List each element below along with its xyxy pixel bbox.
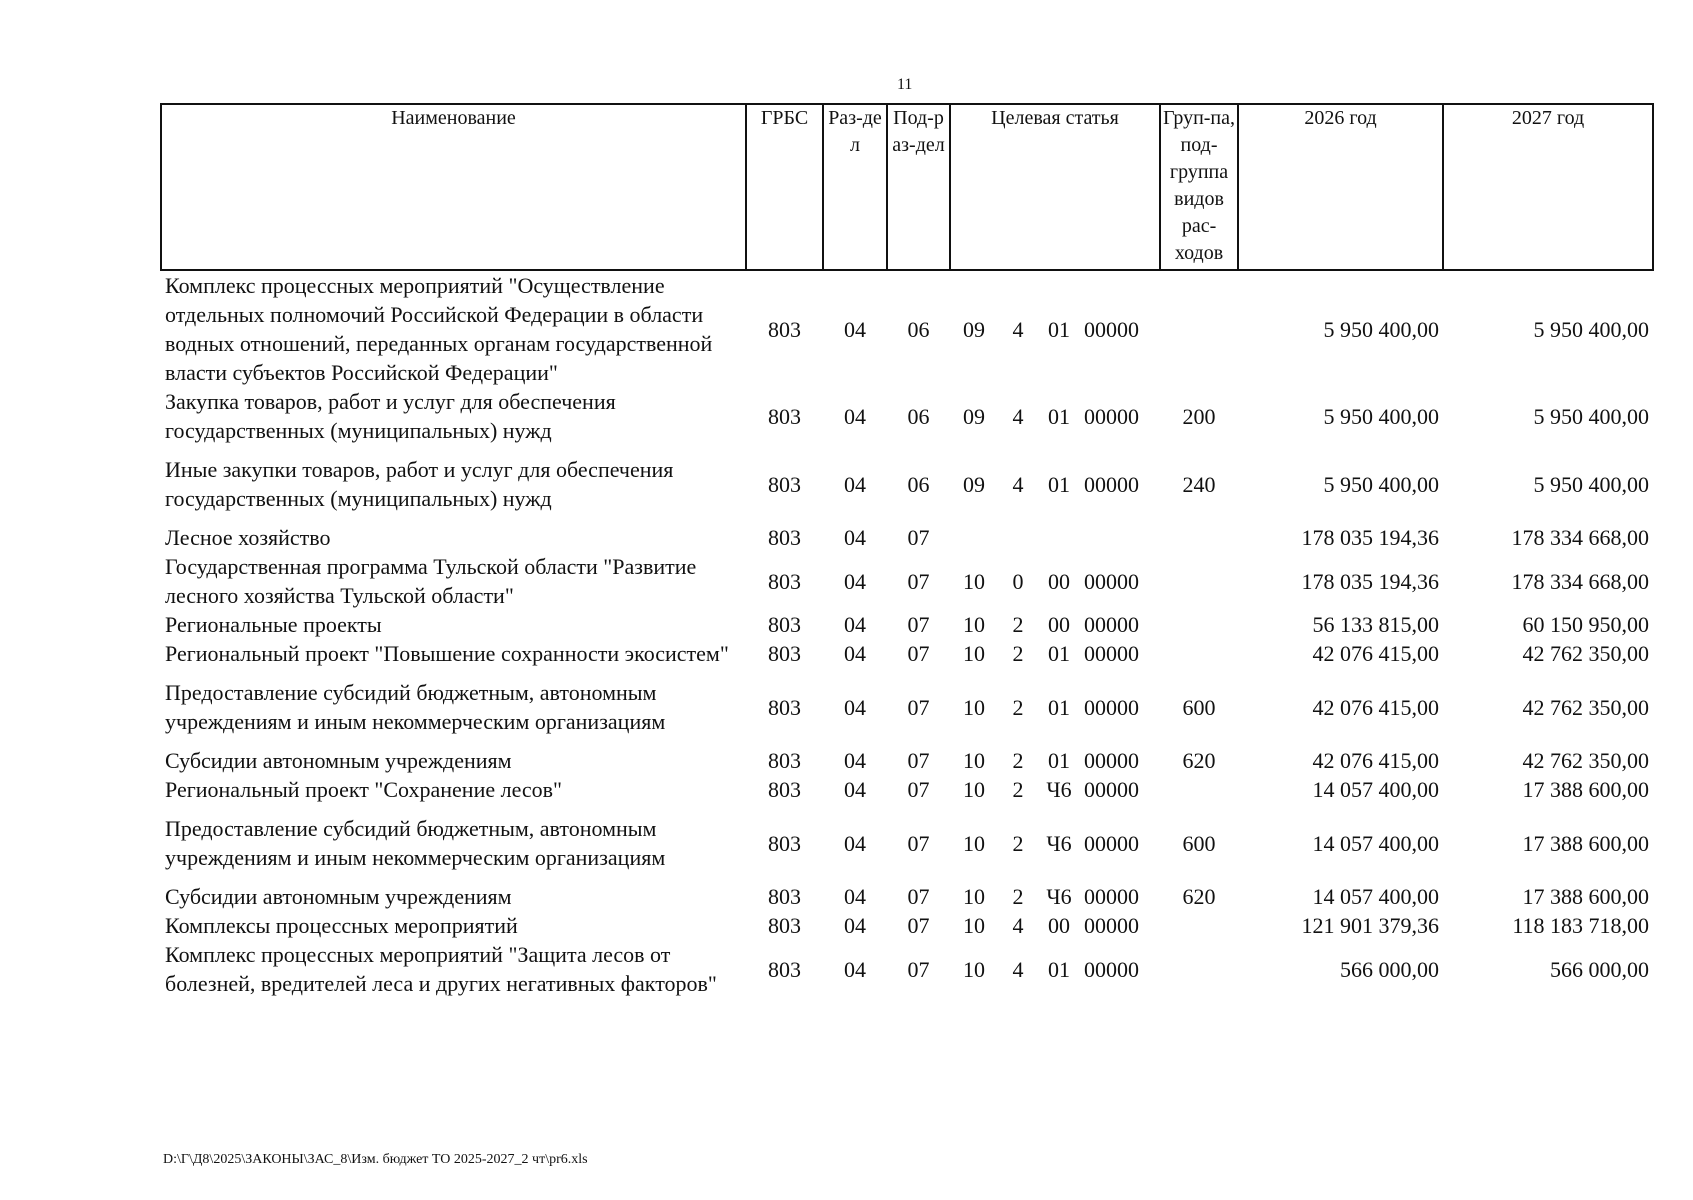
cell-target-direction: 00000 <box>1084 956 1139 982</box>
cell-target-type: 4 <box>1012 471 1024 497</box>
cell-expense-group: 200 <box>1182 403 1216 429</box>
cell-amount-2027: 17 388 600,00 <box>1522 777 1650 802</box>
cell-target-program: 10 <box>963 641 985 666</box>
cell-target-program: 10 <box>963 913 985 938</box>
cell-target-program: 10 <box>963 748 985 773</box>
cell-grbs: 803 <box>768 748 801 773</box>
cell-grbs: 803 <box>768 956 801 982</box>
table-row <box>161 455 1653 523</box>
cell-amount-2026: 42 076 415,00 <box>1312 641 1440 666</box>
cell-razdel: 04 <box>844 525 866 550</box>
cell-name: Иные закупки товаров, работ и услуг для обеспечения государственных (муниципальных) нужд <box>165 457 674 511</box>
cell-podrazdel: 07 <box>907 694 930 720</box>
cell-expense-group <box>1160 523 1238 552</box>
cell-target-structure: 01 <box>1048 641 1070 666</box>
cell-target-structure: 01 <box>1048 403 1070 429</box>
cell-razdel: 04 <box>844 884 866 909</box>
cell-grbs: 803 <box>768 568 801 594</box>
footer-file-path: D:\Г\Д8\2025\ЗАКОНЫ\ЗАС_8\Изм. бюджет ТО 2025-2027_2 чт\pr6.xls <box>163 1152 588 1167</box>
cell-expense-group <box>1160 911 1238 940</box>
header-2027: 2027 год <box>1443 104 1653 270</box>
cell-expense-group <box>1160 610 1238 639</box>
table-row <box>161 814 1653 882</box>
cell-expense-group <box>1160 270 1238 387</box>
cell-amount-2027: 5 950 400,00 <box>1533 471 1650 497</box>
cell-expense-group <box>1160 940 1238 998</box>
cell-expense-group: 620 <box>1182 748 1216 773</box>
cell-target-program: 10 <box>963 568 985 594</box>
cell-amount-2026: 178 035 194,36 <box>1301 525 1440 550</box>
cell-target-structure <box>1038 523 1080 552</box>
cell-razdel: 04 <box>844 748 866 773</box>
cell-grbs: 803 <box>768 403 801 429</box>
cell-target-type: 2 <box>1012 641 1024 666</box>
cell-target-structure: Ч6 <box>1046 884 1072 909</box>
table-row <box>161 552 1653 610</box>
cell-razdel: 04 <box>844 641 866 666</box>
cell-razdel: 04 <box>844 612 866 637</box>
cell-target-type <box>998 523 1038 552</box>
cell-expense-group <box>1160 639 1238 678</box>
cell-amount-2026: 42 076 415,00 <box>1312 748 1440 773</box>
cell-grbs: 803 <box>768 471 801 497</box>
cell-razdel: 04 <box>844 568 866 594</box>
cell-podrazdel: 07 <box>907 830 930 856</box>
cell-target-structure: 00 <box>1048 913 1070 938</box>
cell-expense-group: 620 <box>1182 884 1216 909</box>
header-name: Наименование <box>161 104 746 270</box>
page-number: 11 <box>897 76 913 93</box>
cell-amount-2026: 14 057 400,00 <box>1312 884 1440 909</box>
cell-name: Региональный проект "Повышение сохранности экосистем" <box>165 641 729 666</box>
cell-name: Региональные проекты <box>165 612 382 637</box>
cell-razdel: 04 <box>844 316 866 342</box>
cell-target-program: 10 <box>963 694 985 720</box>
table-row <box>161 387 1653 455</box>
cell-amount-2027: 5 950 400,00 <box>1533 403 1650 429</box>
cell-grbs: 803 <box>768 641 801 666</box>
cell-amount-2026: 56 133 815,00 <box>1312 612 1440 637</box>
cell-amount-2027: 42 762 350,00 <box>1522 641 1650 666</box>
cell-expense-group: 600 <box>1182 830 1216 856</box>
cell-grbs: 803 <box>768 612 801 637</box>
cell-target-direction <box>1080 523 1160 552</box>
cell-target-direction: 00000 <box>1084 777 1139 802</box>
header-2026: 2026 год <box>1238 104 1443 270</box>
cell-target-direction: 00000 <box>1084 316 1139 342</box>
cell-grbs: 803 <box>768 525 801 550</box>
cell-target-type: 2 <box>1012 612 1024 637</box>
cell-expense-group: 240 <box>1182 471 1216 497</box>
cell-target-structure: 01 <box>1048 316 1070 342</box>
cell-target-direction: 00000 <box>1084 913 1139 938</box>
cell-amount-2026: 14 057 400,00 <box>1312 777 1440 802</box>
cell-grbs: 803 <box>768 694 801 720</box>
cell-amount-2026: 14 057 400,00 <box>1312 830 1440 856</box>
cell-name: Комплекс процессных мероприятий "Защита лесов от болезней, вредителей леса и других негативных факторов" <box>165 942 717 996</box>
cell-target-program: 10 <box>963 956 985 982</box>
cell-target-structure: 01 <box>1048 694 1070 720</box>
cell-amount-2026: 121 901 379,36 <box>1301 913 1440 938</box>
cell-grbs: 803 <box>768 884 801 909</box>
cell-target-direction: 00000 <box>1084 568 1139 594</box>
cell-podrazdel: 07 <box>907 525 930 550</box>
header-group: Груп-па, под-группа видов рас-ходов <box>1160 104 1238 270</box>
cell-target-program: 10 <box>963 612 985 637</box>
cell-target-type: 4 <box>1012 403 1024 429</box>
cell-target-type: 0 <box>1012 568 1024 594</box>
cell-target-type: 2 <box>1012 777 1024 802</box>
budget-table <box>160 103 1654 998</box>
cell-razdel: 04 <box>844 777 866 802</box>
table-row <box>161 610 1653 639</box>
cell-amount-2027: 17 388 600,00 <box>1522 884 1650 909</box>
cell-podrazdel: 07 <box>907 777 930 802</box>
cell-target-structure: 00 <box>1048 568 1070 594</box>
cell-razdel: 04 <box>844 403 866 429</box>
cell-target-type: 4 <box>1012 956 1024 982</box>
cell-target-type: 2 <box>1012 830 1024 856</box>
cell-grbs: 803 <box>768 913 801 938</box>
cell-name: Субсидии автономным учреждениям <box>165 884 512 909</box>
cell-target-structure: Ч6 <box>1046 830 1072 856</box>
cell-podrazdel: 07 <box>907 612 930 637</box>
cell-amount-2026: 566 000,00 <box>1340 956 1440 982</box>
cell-target-direction: 00000 <box>1084 641 1139 666</box>
table-row <box>161 882 1653 911</box>
cell-target-direction: 00000 <box>1084 884 1139 909</box>
cell-target-program: 10 <box>963 884 985 909</box>
table-row <box>161 270 1653 387</box>
cell-target-program: 09 <box>963 316 985 342</box>
cell-target-structure: 01 <box>1048 956 1070 982</box>
cell-target-direction: 00000 <box>1084 694 1139 720</box>
cell-target-direction: 00000 <box>1084 612 1139 637</box>
header-razdel: Раз-дел <box>823 104 887 270</box>
cell-podrazdel: 07 <box>907 913 930 938</box>
cell-expense-group: 600 <box>1182 694 1216 720</box>
cell-amount-2027: 178 334 668,00 <box>1511 525 1650 550</box>
cell-name: Комплексы процессных мероприятий <box>165 913 518 938</box>
cell-expense-group <box>1160 775 1238 814</box>
cell-razdel: 04 <box>844 956 866 982</box>
cell-podrazdel: 06 <box>907 471 930 497</box>
cell-target-type: 4 <box>1012 316 1024 342</box>
cell-name: Субсидии автономным учреждениям <box>165 748 512 773</box>
cell-podrazdel: 07 <box>907 568 930 594</box>
cell-amount-2026: 5 950 400,00 <box>1323 471 1440 497</box>
cell-target-program: 09 <box>963 471 985 497</box>
cell-amount-2026: 5 950 400,00 <box>1323 403 1440 429</box>
table-row <box>161 911 1653 940</box>
cell-name: Закупка товаров, работ и услуг для обеспечения государственных (муниципальных) нужд <box>165 389 616 443</box>
cell-target-structure: Ч6 <box>1046 777 1072 802</box>
cell-amount-2026: 5 950 400,00 <box>1323 316 1440 342</box>
header-target: Целевая статья <box>950 104 1160 270</box>
cell-target-direction: 00000 <box>1084 471 1139 497</box>
cell-podrazdel: 07 <box>907 748 930 773</box>
header-podrazdel: Под-раз-дел <box>887 104 950 270</box>
cell-razdel: 04 <box>844 830 866 856</box>
cell-target-direction: 00000 <box>1084 403 1139 429</box>
cell-podrazdel: 07 <box>907 956 930 982</box>
table-row <box>161 639 1653 678</box>
cell-podrazdel: 07 <box>907 641 930 666</box>
cell-grbs: 803 <box>768 316 801 342</box>
cell-razdel: 04 <box>844 471 866 497</box>
cell-razdel: 04 <box>844 694 866 720</box>
cell-target-structure: 00 <box>1048 612 1070 637</box>
table-row <box>161 940 1653 998</box>
cell-name: Предоставление субсидий бюджетным, автономным учреждениям и иным некоммерческим организациям <box>165 680 666 734</box>
cell-amount-2027: 566 000,00 <box>1550 956 1650 982</box>
cell-name: Предоставление субсидий бюджетным, автономным учреждениям и иным некоммерческим организациям <box>165 816 666 870</box>
cell-target-type: 2 <box>1012 748 1024 773</box>
cell-amount-2027: 118 183 718,00 <box>1512 913 1650 938</box>
cell-name: Лесное хозяйство <box>165 525 331 550</box>
cell-expense-group <box>1160 552 1238 610</box>
table-row <box>161 678 1653 746</box>
table-header <box>161 104 1653 270</box>
cell-target-type: 4 <box>1012 913 1024 938</box>
table-row <box>161 523 1653 552</box>
cell-target-type: 2 <box>1012 694 1024 720</box>
cell-amount-2027: 5 950 400,00 <box>1533 316 1650 342</box>
cell-target-program: 10 <box>963 777 985 802</box>
cell-target-structure: 01 <box>1048 471 1070 497</box>
cell-target-program: 10 <box>963 830 985 856</box>
table-body <box>161 270 1653 998</box>
cell-amount-2026: 178 035 194,36 <box>1301 568 1440 594</box>
cell-amount-2027: 42 762 350,00 <box>1522 694 1650 720</box>
cell-target-direction: 00000 <box>1084 830 1139 856</box>
cell-amount-2027: 60 150 950,00 <box>1522 612 1650 637</box>
cell-grbs: 803 <box>768 777 801 802</box>
cell-podrazdel: 06 <box>907 316 930 342</box>
cell-target-direction: 00000 <box>1084 748 1139 773</box>
cell-amount-2027: 42 762 350,00 <box>1522 748 1650 773</box>
cell-target-type: 2 <box>1012 884 1024 909</box>
cell-name: Комплекс процессных мероприятий "Осуществление отдельных полномочий Российской Федерации в области водных отношений, переданных органам государственной власти субъектов Российской Федерации" <box>165 273 713 385</box>
cell-podrazdel: 07 <box>907 884 930 909</box>
table-row <box>161 746 1653 775</box>
cell-target-structure: 01 <box>1048 748 1070 773</box>
cell-amount-2027: 178 334 668,00 <box>1511 568 1650 594</box>
cell-podrazdel: 06 <box>907 403 930 429</box>
cell-razdel: 04 <box>844 913 866 938</box>
header-grbs: ГРБС <box>746 104 823 270</box>
cell-amount-2027: 17 388 600,00 <box>1522 830 1650 856</box>
cell-name: Государственная программа Тульской области "Развитие лесного хозяйства Тульской области" <box>165 554 697 608</box>
table-row <box>161 775 1653 814</box>
cell-grbs: 803 <box>768 830 801 856</box>
cell-target-program: 09 <box>963 403 985 429</box>
cell-target-program <box>950 523 998 552</box>
cell-name: Региональный проект "Сохранение лесов" <box>165 777 563 802</box>
cell-amount-2026: 42 076 415,00 <box>1312 694 1440 720</box>
